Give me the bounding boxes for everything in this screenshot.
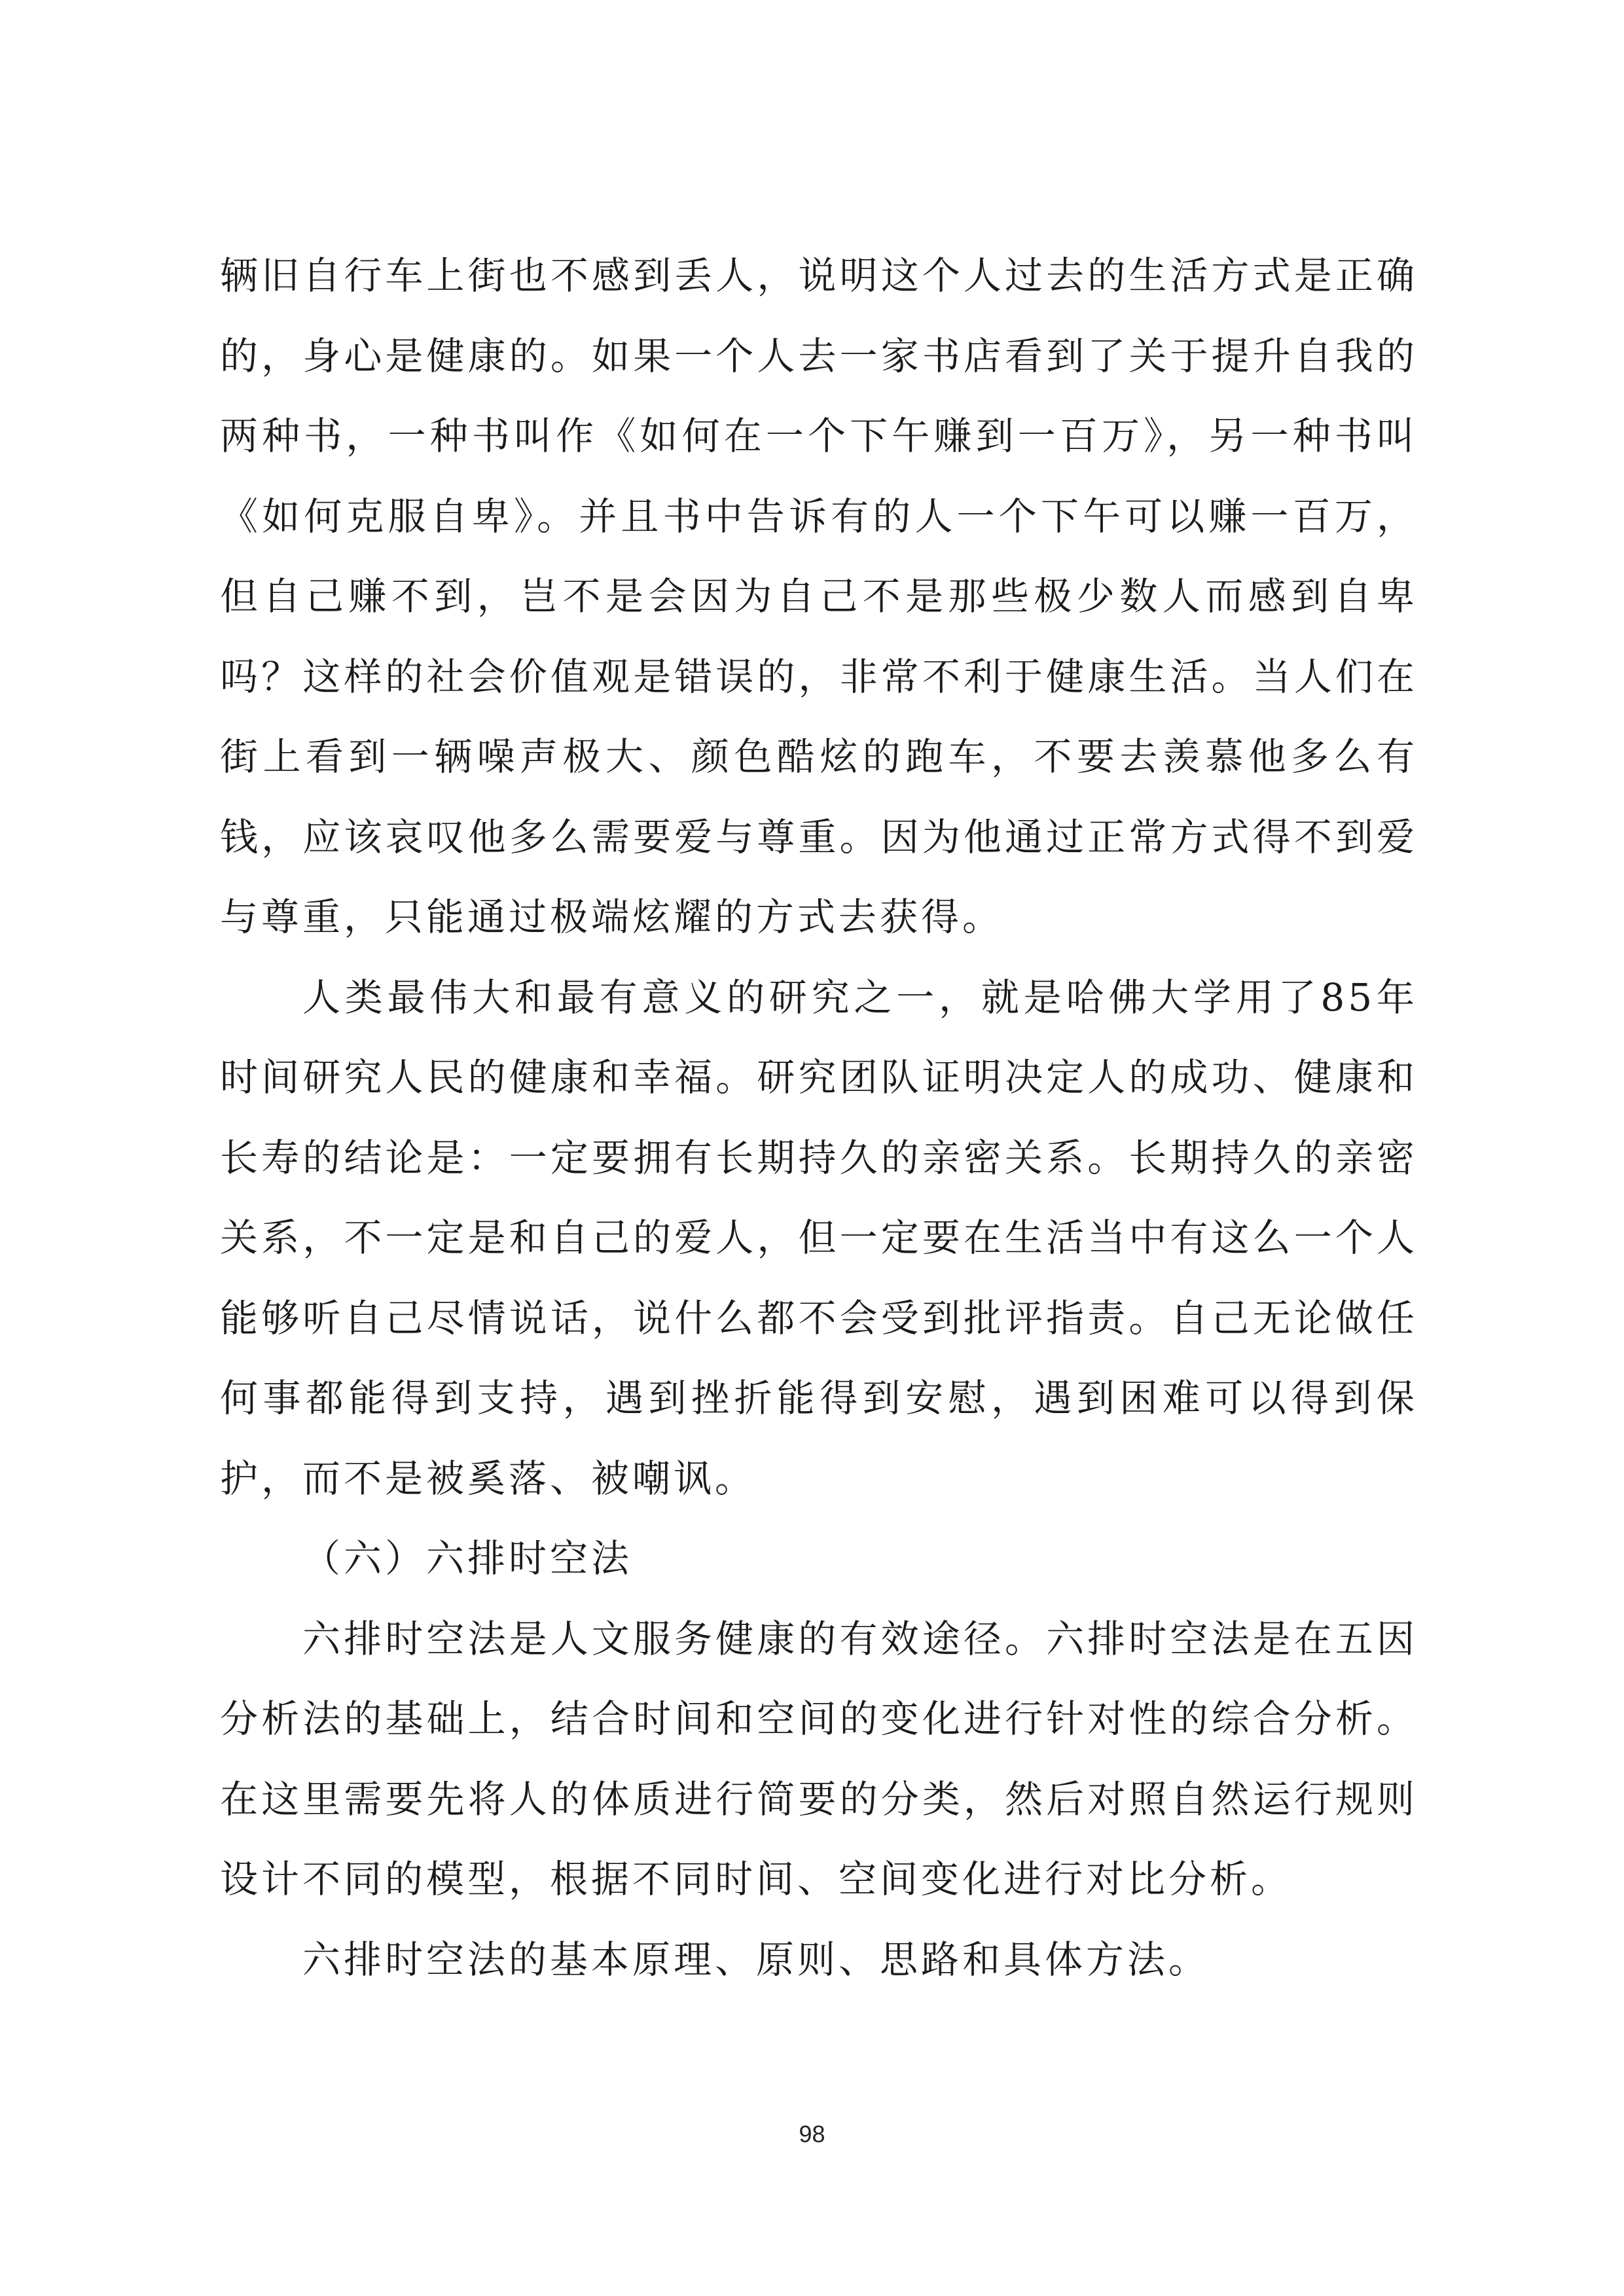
page-number: 98 <box>799 2121 825 2147</box>
paragraph-principles: 六排时空法的基本原理、原则、思路和具体方法。 <box>302 1937 1210 1982</box>
section-heading: （六）六排时空法 <box>302 1536 633 1581</box>
paragraph-continued: 辆旧自行车上街也不感到丢人，说明这个人过去的生活方式是正确的，身心是健康的。如果一个人去一家书店看到了关于提升自我的两种书，一种书叫作《如何在一个下午赚到一百万》，另一种书叫《如何克服自卑》。并且书中告诉有的人一个下午可以赚一百万，但自己赚不到，岂不是会因为自己不是那些极少数人而感到自卑吗？这样的社会价值观是错误的，非常不利于健康生活。当人们在街上看到一辆噪声极大、颜色酷炫的跑车，不要去羡慕他多么有钱，应该哀叹他多么需要爱与尊重。因为他通过正常方式得不到爱与尊重，只能通过极端炫耀的方式去获得。 <box>220 253 1418 939</box>
paragraph-six-row-method: 六排时空法是人文服务健康的有效途径。六排时空法是在五因分析法的基础上，结合时间和空间的变化进行针对性的综合分析。在这里需要先将人的体质进行简要的分类，然后对照自然运行规则设计不同的模型，根据不同时间、空间变化进行对比分析。 <box>220 1616 1418 1901</box>
paragraph-harvard-study: 人类最伟大和最有意义的研究之一，就是哈佛大学用了85年时间研究人民的健康和幸福。研究团队证明决定人的成功、健康和长寿的结论是：一定要拥有长期持久的亲密关系。长期持久的亲密关系，不一定是和自己的爱人，但一定要在生活当中有这么一个人能够听自己尽情说话，说什么都不会受到批评指责。自己无论做任何事都能得到支持，遇到挫折能得到安慰，遇到困难可以得到保护，而不是被奚落、被嘲讽。 <box>220 975 1418 1501</box>
body-text <box>220 236 1418 2000</box>
